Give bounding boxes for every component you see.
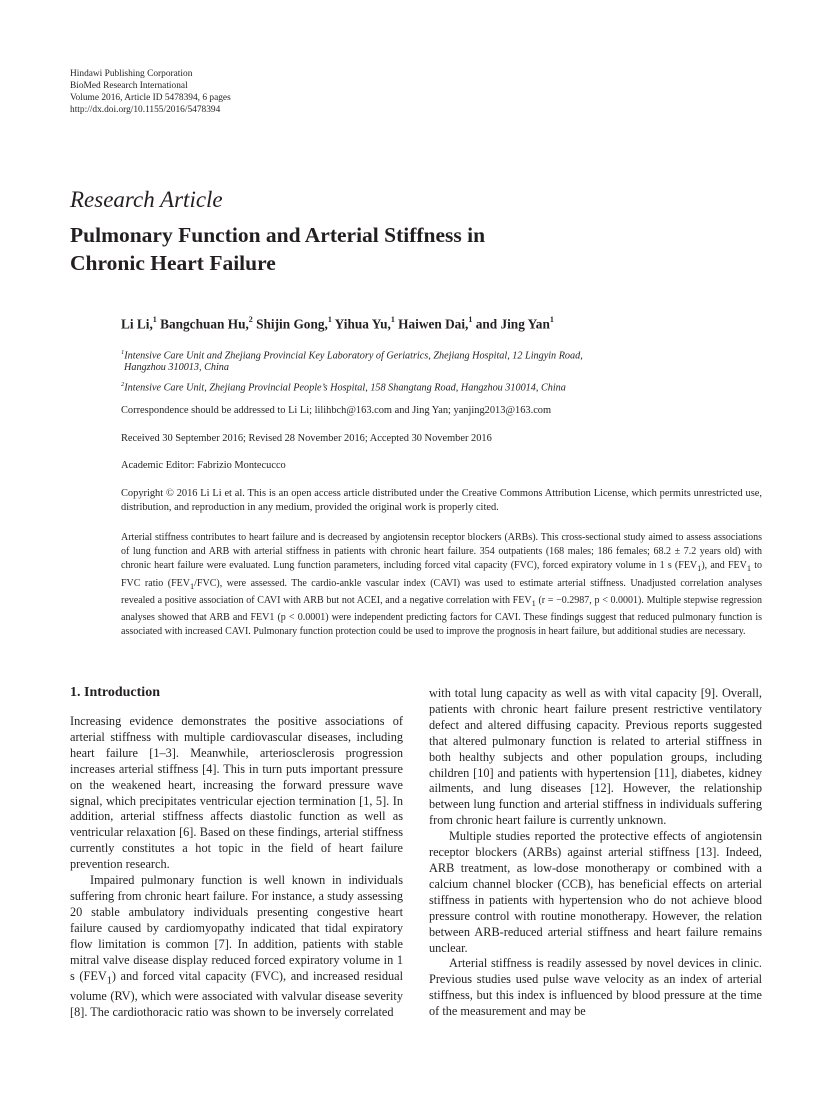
author-affiliation-mark: 1	[390, 315, 395, 324]
author-affiliation-mark: 1	[468, 315, 473, 324]
title-line-1: Pulmonary Function and Arterial Stiffness in	[70, 223, 486, 247]
academic-editor: Academic Editor: Fabrizio Montecucco	[121, 460, 286, 471]
affiliation-2: $^2$Intensive Care Unit, Zhejiang Provincial People’s Hospital, 158 Shangtang Road, Hangzhou 310014, China	[121, 381, 566, 394]
article-type: Research Article	[70, 187, 223, 212]
copyright-notice: Copyright © 2016 Li Li et al. This is an open access article distributed under the Creative Commons Attribution License, which permits unrestricted use, distribution, and reproduction in any medium, provided the original work is properly cited.	[121, 488, 762, 513]
author-name: and Jing Yan	[475, 316, 550, 332]
affiliation-1-cont: Hangzhou 310013, China	[124, 362, 229, 373]
paragraph: Increasing evidence demonstrates the positive associations of arterial stiffness with multiple cardiovascular diseases, including heart failure [1–3]. Meanwhile, arteriosclerosis progression increases arterial stiffness [4]. This in turn puts important pressure on the weakened heart, increasing the forward pressure wave signal, which precipitates ventricular ejection termination [1, 5]. In addition, arterial stiffness affects diastolic function as well as ventricular relaxation [6]. Based on these findings, arterial stiffness currently constitutes a hot topic in the field of heart failure prevention research.	[70, 714, 403, 872]
correspondence: Correspondence should be addressed to Li Li; lilihbch@163.com and Jing Yan; yanjing2013@163.com	[121, 405, 552, 416]
abstract: Arterial stiffness contributes to heart failure and is decreased by angiotensin receptor blockers (ARBs). This cross-sectional study aimed to assess associations of lung function and ARB with arterial stiffness in patients with chronic heart failure. 354 outpatients (168 males; 186 females; 68.2 ± 7.2 years old) with chronic heart failure were evaluated. Lung function parameters, including forced vital capacity (FVC), forced expiratory volume in 1 s $(FEV_1)$, and $FEV_1$ to FVC ratio $(FEV_1/FVC)$, were assessed. The cardio-ankle vascular index (CAVI) was used to estimate arterial stiffness. Unadjusted correlation analyses revealed a positive association of CAVI with ARB but not ACEI, and a negative correlation with $FEV_1$ (r = −0.2987, p < 0.0001). Multiple stepwise regression analyses showed that ARB and FEV1 (p < 0.0001) were independent predicting factors for CAVI. These findings suggest that reduced pulmonary function is associated with increased CAVI. Pulmonary function protection could be used to improve the prognosis in heart failure, but additional studies are necessary.	[121, 532, 763, 638]
paragraph: with total lung capacity as well as with vital capacity [9]. Overall, patients with chronic heart failure present restrictive ventilatory defect and altered diffusing capacity. Previous reports suggested that altered pulmonary function is related to arterial stiffness in both healthy subjects and other population groups, including children [10] and patients with hypertension [11], diabetes, kidney ailments, and lung diseases [12]. However, the relationship between lung function and arterial stiffness in individuals suffering from chronic heart failure is currently unknown.	[429, 686, 762, 828]
paragraph: Multiple studies reported the protective effects of angiotensin receptor blockers (ARBs) against arterial stiffness [13]. Indeed, ARB treatment, as low-dose monotherapy or combined with a calcium channel blocker (CCB), has beneficial effects on arterial stiffness in patients with hypertension who do not achieve blood pressure control with routine monotherapy. However, the relation between ARB-reduced arterial stiffness and heart failure remains unclear.	[429, 829, 762, 955]
body-column-left	[70, 714, 403, 1021]
author-affiliation-mark: 1	[327, 315, 332, 324]
doi-link[interactable]: http://dx.doi.org/10.1155/2016/5478394	[70, 105, 221, 115]
paragraph: Impaired pulmonary function is well known in individuals suffering from chronic heart failure. For instance, a study assessing 20 stable ambulatory individuals presenting congestive heart failure caused by cardiomyopathy indicated that tidal expiratory flow limitation is common [7]. In addition, patients with stable mitral valve disease display reduced forced expiratory volume in 1 s $(FEV_1)$ and forced vital capacity (FVC), and increased residual volume (RV), which were associated with valvular disease severity [8]. The cardiothoracic ratio was shown to be inversely correlated	[70, 873, 403, 1019]
author-name: Bangchuan Hu,	[160, 316, 249, 332]
affiliation-1: $^1$Intensive Care Unit and Zhejiang Provincial Key Laboratory of Geriatrics, Zhejiang Hospital, 12 Lingyin Road,	[121, 349, 583, 362]
received-dates: Received 30 September 2016; Revised 28 November 2016; Accepted 30 November 2016	[121, 433, 492, 444]
author-name: Yihua Yu,	[334, 316, 391, 332]
author-affiliation-mark: 1	[549, 315, 554, 324]
author-name: Haiwen Dai,	[398, 316, 469, 332]
section-heading-introduction: 1. Introduction	[70, 685, 160, 700]
publisher-line: Hindawi Publishing Corporation	[70, 69, 193, 79]
body-column-right	[429, 686, 762, 1020]
title-line-2: Chronic Heart Failure	[70, 251, 276, 275]
author-affiliation-mark: 1	[152, 315, 157, 324]
author-list	[121, 316, 554, 332]
paper-title	[70, 221, 485, 277]
author-affiliation-mark: 2	[248, 315, 253, 324]
journal-name: BioMed Research International	[70, 81, 188, 91]
author-name: Li Li,	[121, 316, 153, 332]
author-name: Shijin Gong,	[256, 316, 328, 332]
volume-line: Volume 2016, Article ID 5478394, 6 pages	[70, 93, 231, 103]
paragraph: Arterial stiffness is readily assessed by novel devices in clinic. Previous studies used pulse wave velocity as an index of arterial stiffness, but this index is influenced by blood pressure at the time of the measurement and may be	[429, 956, 762, 1019]
